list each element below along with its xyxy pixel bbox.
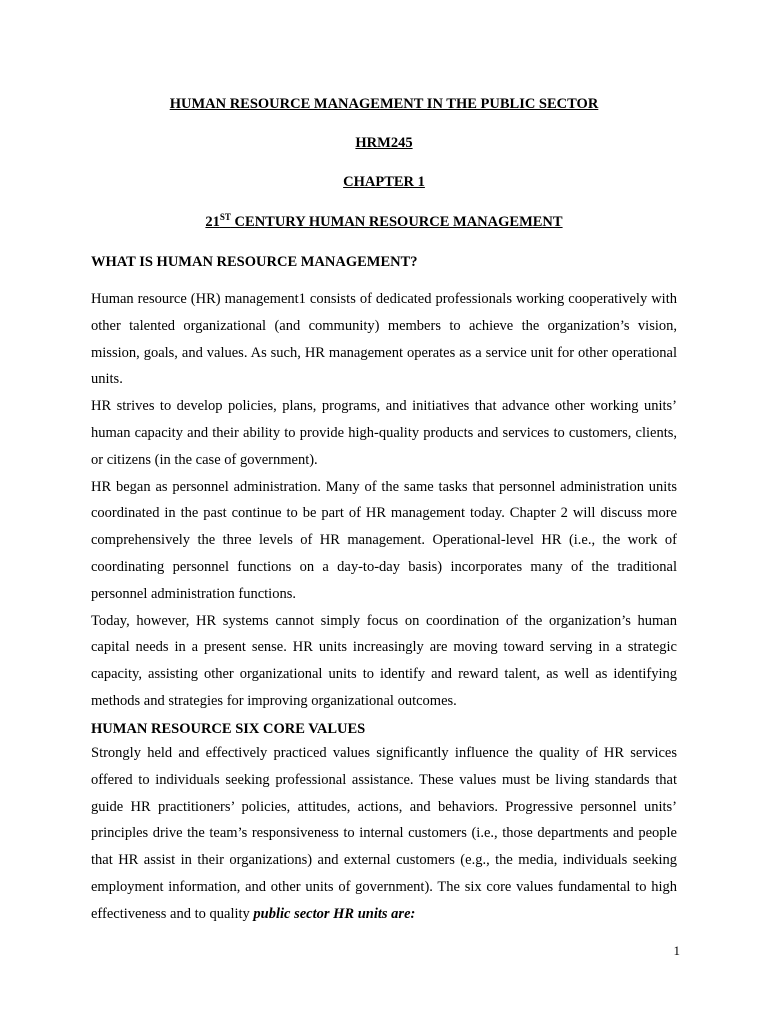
paragraph: HR strives to develop policies, plans, programs, and initiatives that advance other working units’ human capacity and their ability to provide high-quality products and services to customers, clients, or citizens (in the case of government). bbox=[91, 398, 677, 468]
paragraph: Today, however, HR systems cannot simply focus on coordination of the organization’s human capital needs in a present sense. HR units increasingly are moving toward serving in a strategic capacity, assisting other organizational units to identify and reward talent, as well as identifying methods and strategies for improving organizational outcomes. bbox=[91, 612, 677, 709]
chapter-number: CHAPTER 1 bbox=[343, 174, 425, 190]
paragraph-text: Strongly held and effectively practiced values significantly influence the quality of HR services offered to individuals seeking professional assistance. These values must be living standards that guide HR practitioners’ policies, attitudes, actions, and behaviors. Progressive personnel units’ principles drive the team’s responsiveness to internal customers (i.e., those departments and people that HR assist in their organizations) and external customers (e.g., the media, individuals seeking employment information, and other units of government). The six core values fundamental to high effectiveness and to quality bbox=[91, 745, 677, 922]
course-code: HRM245 bbox=[355, 135, 413, 151]
chapter-title-superscript: ST bbox=[219, 212, 231, 222]
chapter-title bbox=[0, 213, 768, 231]
paragraph: Human resource (HR) management1 consists of dedicated professionals working cooperatively with other talented organizational (and community) members to achieve the organization’s vision, mission, goals, and values. As such, HR management operates as a service unit for other operational units. bbox=[91, 291, 677, 388]
section-heading-what-is-hrm: WHAT IS HUMAN RESOURCE MANAGEMENT? bbox=[91, 254, 418, 270]
page-number: 1 bbox=[673, 943, 680, 958]
section-body-core-values bbox=[91, 740, 677, 928]
chapter-title-rest: CENTURY HUMAN RESOURCE MANAGEMENT bbox=[230, 214, 563, 230]
paragraph: HR began as personnel administration. Many of the same tasks that personnel administration units coordinated in the past continue to be part of HR management today. Chapter 2 will discuss more comprehensively the three levels of HR management. Operational-level HR (i.e., the work of coordinating personnel functions on a day-to-day basis) incorporates many of the traditional personnel administration functions. bbox=[91, 478, 677, 602]
section-heading-core-values: HUMAN RESOURCE SIX CORE VALUES bbox=[91, 721, 366, 737]
section-body-what-is-hrm bbox=[91, 286, 677, 715]
paragraph bbox=[91, 740, 677, 928]
chapter-title-prefix: 21 bbox=[205, 214, 220, 230]
paragraph-emphasis: public sector HR units are: bbox=[253, 905, 416, 922]
document-title: HUMAN RESOURCE MANAGEMENT IN THE PUBLIC SECTOR bbox=[169, 96, 599, 112]
